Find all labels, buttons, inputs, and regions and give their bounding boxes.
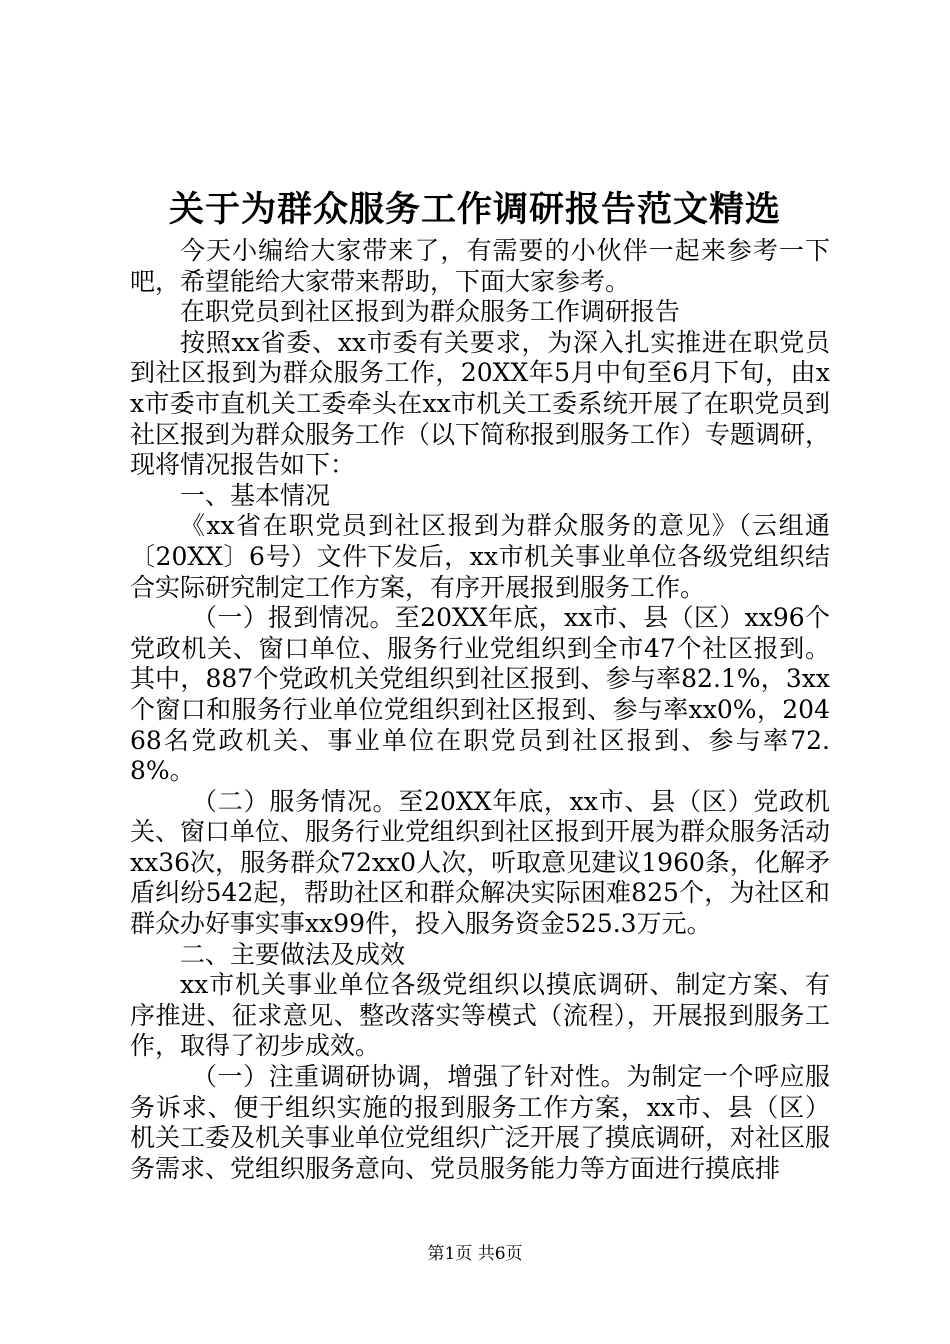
- main-practices-paragraph: xx市机关事业单位各级党组织以摸底调研、制定方案、有序推进、征求意见、整改落实等模式（流程），开展报到服务工作，取得了初步成效。: [130, 970, 830, 1061]
- basic-situation-paragraph: 《xx省在职党员到社区报到为群众服务的意见》（云组通〔20XX〕6号）文件下发后，xx市机关事业单位各级党组织结合实际研究制定工作方案，有序开展报到服务工作。: [130, 511, 830, 602]
- section-heading-main-practices: 二、主要做法及成效: [180, 939, 406, 969]
- intro-paragraph: 今天小编给大家带来了，有需要的小伙伴一起来参考一下吧，希望能给大家带来帮助，下面大家参考。: [130, 236, 830, 296]
- page-number-footer: 第1页 共6页: [427, 1244, 523, 1264]
- document-title: 关于为群众服务工作调研报告范文精选: [168, 189, 781, 230]
- document-body: [130, 236, 830, 1184]
- service-situation-paragraph: （二）服务情况。至20XX年底，xx市、县（区）党政机关、窗口单位、服务行业党组织到社区报到开展为群众服务活动xx36次，服务群众72xx0人次，听取意见建议1960条，化解矛盾纠纷542起，帮助社区和群众解决实际困难825个，为社区和群众办好事实事xx99件，投入服务资金525.3万元。: [130, 786, 831, 939]
- report-subtitle: 在职党员到社区报到为群众服务工作调研报告: [180, 297, 681, 327]
- registration-situation-paragraph: （一）报到情况。至20XX年底，xx市、县（区）xx96个党政机关、窗口单位、服务行业党组织到全市47个社区报到。其中，887个党政机关党组织到社区报到、参与率82.1%，3xx个窗口和服务行业单位党组织到社区报到、参与率xx0%，20468名党政机关、事业单位在职党员到社区报到、参与率72.8%。: [130, 603, 830, 786]
- research-coordination-paragraph: （一）注重调研协调，增强了针对性。为制定一个呼应服务诉求、便于组织实施的报到服务工作方案，xx市、县（区）机关工委及机关事业单位党组织广泛开展了摸底调研，对社区服务需求、党组织服务意向、党员服务能力等方面进行摸底排: [130, 1062, 831, 1183]
- report-opening-paragraph: 按照xx省委、xx市委有关要求，为深入扎实推进在职党员到社区报到为群众服务工作，20XX年5月中旬至6月下旬，由xx市委市直机关工委牵头在xx市机关工委系统开展了在职党员到社区报到为群众服务工作（以下简称报到服务工作）专题调研，现将情况报告如下：: [130, 327, 831, 480]
- section-heading-basic-situation: 一、基本情况: [180, 480, 331, 510]
